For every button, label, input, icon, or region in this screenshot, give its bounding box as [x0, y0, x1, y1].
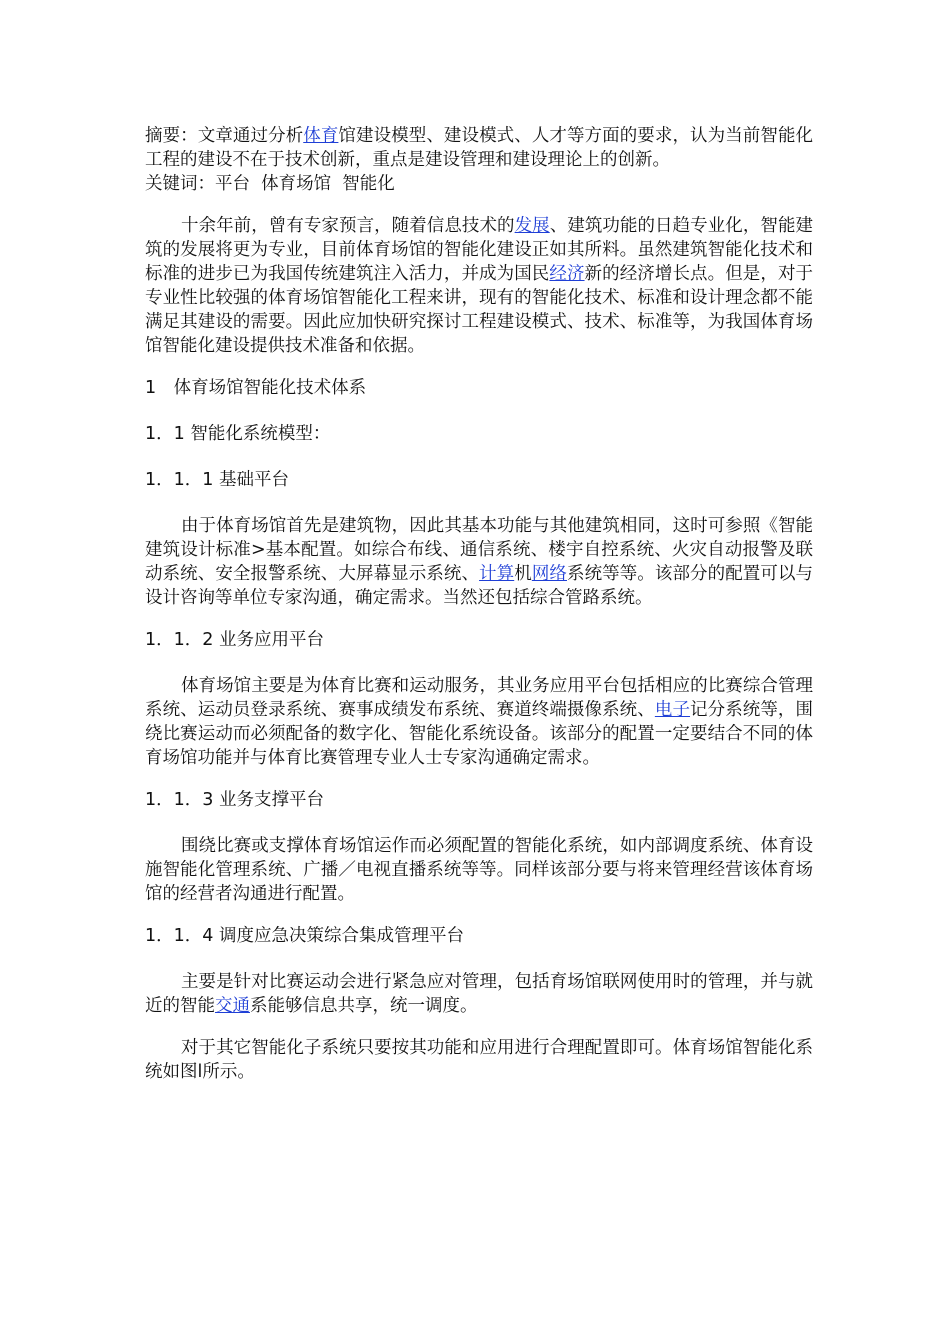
paragraph-business-support-platform: 围绕比赛或支撑体育场馆运作而必须配置的智能化系统，如内部调度系统、体育设施智能化管理系统、广播／电视直播系统等等。同样该部分要与将来管理经营该体育场馆的经营者沟通进行配置。 [145, 836, 813, 904]
link-wangluo[interactable]: 网络 [531, 564, 567, 584]
keywords-text: 平台 体育场馆 智能化 [215, 174, 395, 194]
link-fazhan[interactable]: 发展 [514, 216, 550, 236]
keywords-label: 关键词： [145, 174, 215, 194]
link-jisuan[interactable]: 计算 [479, 564, 515, 584]
link-jiaotong[interactable]: 交通 [215, 996, 250, 1016]
link-tiyu[interactable]: 体育 [303, 126, 339, 146]
section-heading-1-1-1: 1．1．1 基础平台 [145, 470, 289, 490]
document-page [145, 124, 813, 1102]
paragraph-emergency-platform: 主要是针对比赛运动会进行紧急应对管理，包括育场馆联网使用时的管理，并与就近的智能交通系能够信息共享，统一调度。 [145, 972, 813, 1016]
paragraph-basic-platform: 由于体育场馆首先是建筑物，因此其基本功能与其他建筑相同，这时可参照《智能建筑设计标准>基本配置。如综合布线、通信系统、楼宇自控系统、火灾自动报警及联动系统、安全报警系统、大屏幕显示系统、计算机网络系统等等。该部分的配置可以与设计咨询等单位专家沟通，确定需求。当然还包括综合管路系统。 [145, 516, 814, 608]
section-heading-1: 1 体育场馆智能化技术体系 [145, 378, 367, 398]
paragraph-business-app-platform: 体育场馆主要是为体育比赛和运动服务，其业务应用平台包括相应的比赛综合管理系统、运动员登录系统、赛事成绩发布系统、赛道终端摄像系统、电子记分系统等，围绕比赛运动而必须配备的数字化、智能化系统设备。该部分的配置一定要结合不同的体育场馆功能并与体育比赛管理专业人士专家沟通确定需求。 [145, 676, 814, 768]
section-heading-1-1-3: 1．1．3 业务支撑平台 [145, 790, 324, 810]
section-heading-1-1-4: 1．1．4 调度应急决策综合集成管理平台 [145, 926, 464, 946]
section-heading-1-1: 1．1 智能化系统模型： [145, 424, 331, 444]
abstract-paragraph: 摘要：文章通过分析体育馆建设模型、建设模式、人才等方面的要求，认为当前智能化工程的建设不在于技术创新，重点是建设管理和建设理论上的创新。 [145, 126, 814, 170]
link-jingji[interactable]: 经济 [549, 264, 585, 284]
paragraph-other-subsystems: 对于其它智能化子系统只要按其功能和应用进行合理配置即可。体育场馆智能化系统如图l所示。 [145, 1038, 813, 1082]
keywords-line [145, 172, 813, 196]
link-dianzi[interactable]: 电子 [654, 700, 691, 720]
section-heading-1-1-2: 1．1．2 业务应用平台 [145, 630, 324, 650]
intro-paragraph: 十余年前，曾有专家预言，随着信息技术的发展、建筑功能的日趋专业化，智能建筑的发展将更为专业，目前体育场馆的智能化建设正如其所料。虽然建筑智能化技术和标准的进步已为我国传统建筑注入活力，并成为国民经济新的经济增长点。但是，对于专业性比较强的体育场馆智能化工程来讲，现有的智能化技术、标准和设计理念都不能满足其建设的需要。因此应加快研究探讨工程建设模式、技术、标准等，为我国体育场馆智能化建设提供技术准备和依据。 [145, 216, 814, 356]
abstract-label: 摘要： [145, 126, 198, 146]
